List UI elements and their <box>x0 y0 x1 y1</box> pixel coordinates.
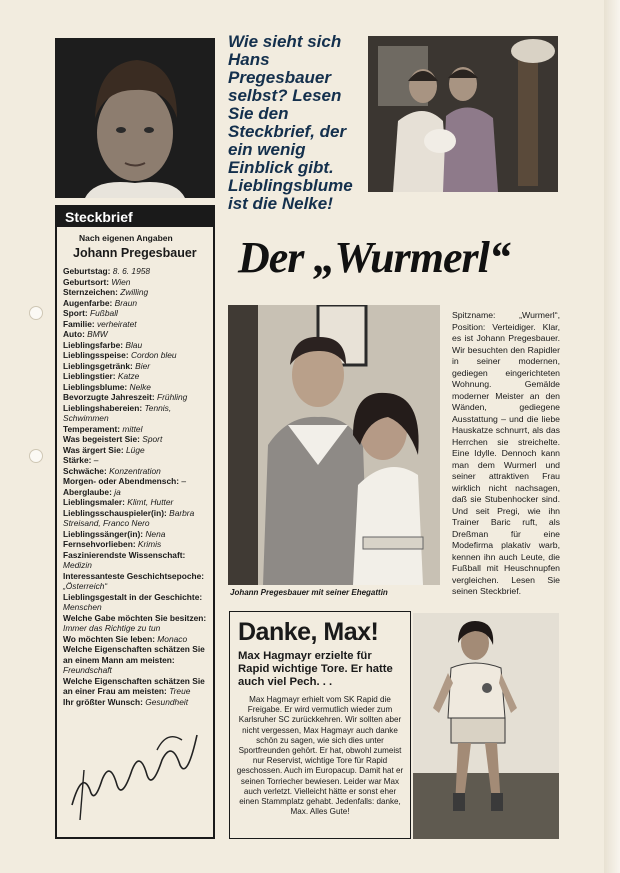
steckbrief-entry-label: Welche Gabe möchten Sie besitzen: <box>63 612 207 623</box>
steckbrief-entry <box>63 361 210 372</box>
steckbrief-entry-value: Braun <box>112 297 138 308</box>
steckbrief-entry-value: Monaco <box>154 633 188 644</box>
steckbrief-entry <box>63 644 210 676</box>
article-body: Spitzname: „Wurmerl“, Position: Verteidiger. Klar, es ist Johann Pregesbauer. Wir besuchten den Rapidler in seiner modernen, gediegen eingerichteten Wohnung. Gemälde moderner Meister an den Wänden, gediegene Ausstattung – und die liebe Hauskatze schnurrt, als das Herrchen sie streichelte. Eine Idylle. Dennoch kann man dem Wurmerl und seiner attraktiven Frau wirklich nicht nachsagen, daß sie Stubenhocker sind. Und seit Pregi, wie ihn Trainer Baric ruft, als Dreßman für eine Modefirma plakativ warb, kennen ihn auch Leute, die Fußball mit Heuschnupfen vergleichen. Lesen Sie seinen Steckbrief. <box>452 310 560 596</box>
couple-photo <box>228 305 440 585</box>
steckbrief-entry <box>63 697 210 708</box>
steckbrief-entry-label: Morgen- oder Abendmensch: <box>63 476 180 486</box>
headline: Der „Wurmerl“ <box>238 233 510 282</box>
steckbrief-entry-label: Lieblingsschauspieler(in): <box>63 507 167 518</box>
steckbrief-entry <box>63 466 210 477</box>
steckbrief-entry-value: Nena <box>143 528 166 539</box>
steckbrief-entry-value: Menschen <box>63 602 102 612</box>
intro-text: Wie sieht sich Hans Pregesbauer selbst? Lesen Sie den Steckbrief, der ein wenig Einblick gibt. Lieblingsblume ist die Nelke! <box>228 32 353 213</box>
steckbrief-entry-label: Stärke: <box>63 455 92 465</box>
steckbrief-entry-value: verheiratet <box>94 318 137 329</box>
steckbrief-entry-label: Welche Eigenschaften schätzen Sie an einem Mann am meisten: <box>63 644 205 665</box>
steckbrief-entry-value: BMW <box>84 329 108 339</box>
steckbrief-entry-value: Bier <box>132 360 151 371</box>
steckbrief-entry-value: Krimis <box>135 539 162 549</box>
steckbrief-entry-label: Lieblingsgetränk: <box>63 360 133 371</box>
steckbrief-entry-label: Lieblingsgestalt in der Geschichte: <box>63 591 203 602</box>
portrait-photo <box>55 38 215 198</box>
steckbrief-entry-value: Cordon bleu <box>128 350 177 360</box>
steckbrief-entry-label: Sport: <box>63 308 88 318</box>
steckbrief-entry-label: Lieblingsspeise: <box>63 350 129 360</box>
steckbrief-entry-label: Geburtsort: <box>63 276 110 287</box>
punch-hole <box>29 449 43 463</box>
steckbrief-entry-label: Wo möchten Sie leben: <box>63 633 155 644</box>
steckbrief-entry-label: Sternzeichen: <box>63 287 118 297</box>
steckbrief-entry-value: Konzentration <box>106 465 161 476</box>
steckbrief-entry-value: ja <box>111 486 121 497</box>
max-hagmayr-photo <box>413 613 559 839</box>
steckbrief-entry-label: Welche Eigenschaften schätzen Sie an einer Frau am meisten: <box>63 675 205 696</box>
danke-subtitle: Max Hagmayr erzielte für Rapid wichtige Tore. Er hatte auch viel Pech. . . <box>238 650 393 688</box>
steckbrief-entry <box>63 382 210 393</box>
steckbrief-entry-label: Auto: <box>63 329 85 339</box>
steckbrief-entry <box>63 277 210 288</box>
steckbrief-entry-value: 8. 6. 1958 <box>110 266 151 276</box>
steckbrief-name: Johann Pregesbauer <box>73 246 197 260</box>
steckbrief-entry-value: – <box>179 476 187 486</box>
steckbrief-entry <box>63 550 210 571</box>
steckbrief-entry-value: Freundschaft <box>63 665 112 675</box>
steckbrief-entry <box>63 445 210 456</box>
steckbrief-entry <box>63 613 210 634</box>
steckbrief-entry-value: Barbra Streisand, Franco Nero <box>63 507 195 528</box>
steckbrief-entry-label: Lieblingsfarbe: <box>63 339 124 350</box>
steckbrief-entry <box>63 539 210 550</box>
steckbrief-entry-label: Fernsehvorlieben: <box>63 539 136 549</box>
punch-hole <box>29 306 43 320</box>
steckbrief-entry-value: Nelke <box>127 381 151 392</box>
steckbrief-entry-label: Ihr größter Wunsch: <box>63 696 143 707</box>
steckbrief-entry <box>63 476 210 487</box>
steckbrief-entry <box>63 434 210 445</box>
steckbrief-entry <box>63 592 210 613</box>
steckbrief-entry-value: Lüge <box>123 444 145 455</box>
steckbrief-entry-label: Faszinierendste Wissenschaft: <box>63 549 186 560</box>
steckbrief-entry-label: Lieblingsblume: <box>63 381 128 392</box>
steckbrief-entry-label: Lieblingsmaler: <box>63 497 125 507</box>
danke-body: Max Hagmayr erhielt vom SK Rapid die Freigabe. Er wird vermutlich wieder zum Karlsruher SC zurückkehren. Wir sollten aber nicht vergessen, Max Hagmayr auch danke schön zu sagen, wie sich dies unter Sportfreunden gehört. Er hat, obwohl zumeist nur Reservist, wichtige Tore für Rapid geschossen. Auch im Europacup. Damit hat er seinen Torriecher bewiesen. Leider war Max auch verletzt. Vielleicht hätte er sonst eher einen Stammplatz gehabt. Jedenfalls: danke, Max. Alles Gute! <box>236 695 404 817</box>
steckbrief-entry-label: Geburtstag: <box>63 266 111 276</box>
steckbrief-entry-label: Lieblingshabereien: <box>63 402 143 413</box>
steckbrief-entry <box>63 571 210 592</box>
page-spine-shadow <box>604 0 620 873</box>
steckbrief-entry <box>63 340 210 351</box>
steckbrief-entry-value: Immer das Richtige zu tun <box>63 623 161 633</box>
steckbrief-entry-value: Wien <box>109 276 131 287</box>
steckbrief-entry-value: Blau <box>123 339 143 350</box>
steckbrief-entry <box>63 497 210 508</box>
steckbrief-entry-value: Medizin <box>63 560 92 570</box>
steckbrief-entry-label: Aberglaube: <box>63 486 112 497</box>
signature <box>62 710 207 830</box>
steckbrief-entry <box>63 455 210 466</box>
steckbrief-entry <box>63 329 210 340</box>
steckbrief-entry <box>63 487 210 498</box>
couple-with-cat-photo <box>368 36 558 192</box>
steckbrief-entry <box>63 287 210 298</box>
steckbrief-entries <box>63 266 210 707</box>
steckbrief-entry-label: Was ärgert Sie: <box>63 444 124 455</box>
steckbrief-entry-label: Temperament: <box>63 423 121 434</box>
steckbrief-entry-label: Schwäche: <box>63 465 107 476</box>
photo-caption: Johann Pregesbauer mit seiner Ehegattin <box>230 588 388 597</box>
steckbrief-entry-value: Sport <box>139 434 163 444</box>
steckbrief-entry <box>63 403 210 424</box>
steckbrief-entry <box>63 266 210 277</box>
steckbrief-entry-label: Was begeistert Sie: <box>63 434 140 444</box>
steckbrief-entry <box>63 371 210 382</box>
steckbrief-entry <box>63 350 210 361</box>
steckbrief-entry-value: Klimt, Hutter <box>124 497 174 507</box>
steckbrief-entry-value: Frühling <box>154 392 188 402</box>
steckbrief-entry-value: „Österreich“ <box>63 581 108 591</box>
steckbrief-entry <box>63 529 210 540</box>
steckbrief-entry-value: mittel <box>120 423 143 434</box>
steckbrief-entry <box>63 298 210 309</box>
steckbrief-entry <box>63 424 210 435</box>
steckbrief-entry <box>63 392 210 403</box>
danke-max-box <box>229 611 411 839</box>
steckbrief-entry <box>63 308 210 319</box>
steckbrief-entry <box>63 508 210 529</box>
steckbrief-title: Steckbrief <box>57 207 213 227</box>
steckbrief-entry-label: Bevorzugte Jahreszeit: <box>63 392 155 402</box>
steckbrief-entry-value: Zwilling <box>117 287 149 297</box>
steckbrief-entry-value: Gesundheit <box>142 696 189 707</box>
steckbrief-entry-value: Treue <box>166 686 191 696</box>
steckbrief-entry-label: Interessanteste Geschichtsepoche: <box>63 570 205 581</box>
steckbrief-entry <box>63 634 210 645</box>
steckbrief-entry <box>63 676 210 697</box>
danke-title: Danke, Max! <box>238 618 379 646</box>
steckbrief-entry-label: Lieblingssänger(in): <box>63 528 144 539</box>
steckbrief-entry <box>63 319 210 330</box>
steckbrief-entry-value: Katze <box>115 371 140 381</box>
steckbrief-entry-label: Familie: <box>63 318 95 329</box>
steckbrief-entry-value: Tennis, Schwimmen <box>63 402 172 423</box>
steckbrief-entry-value: Fußball <box>87 308 118 318</box>
steckbrief-subtitle: Nach eigenen Angaben <box>79 233 173 243</box>
steckbrief-entry-value: – <box>91 455 99 465</box>
steckbrief-entry-label: Augenfarbe: <box>63 297 113 308</box>
steckbrief-entry-label: Lieblingstier: <box>63 371 116 381</box>
